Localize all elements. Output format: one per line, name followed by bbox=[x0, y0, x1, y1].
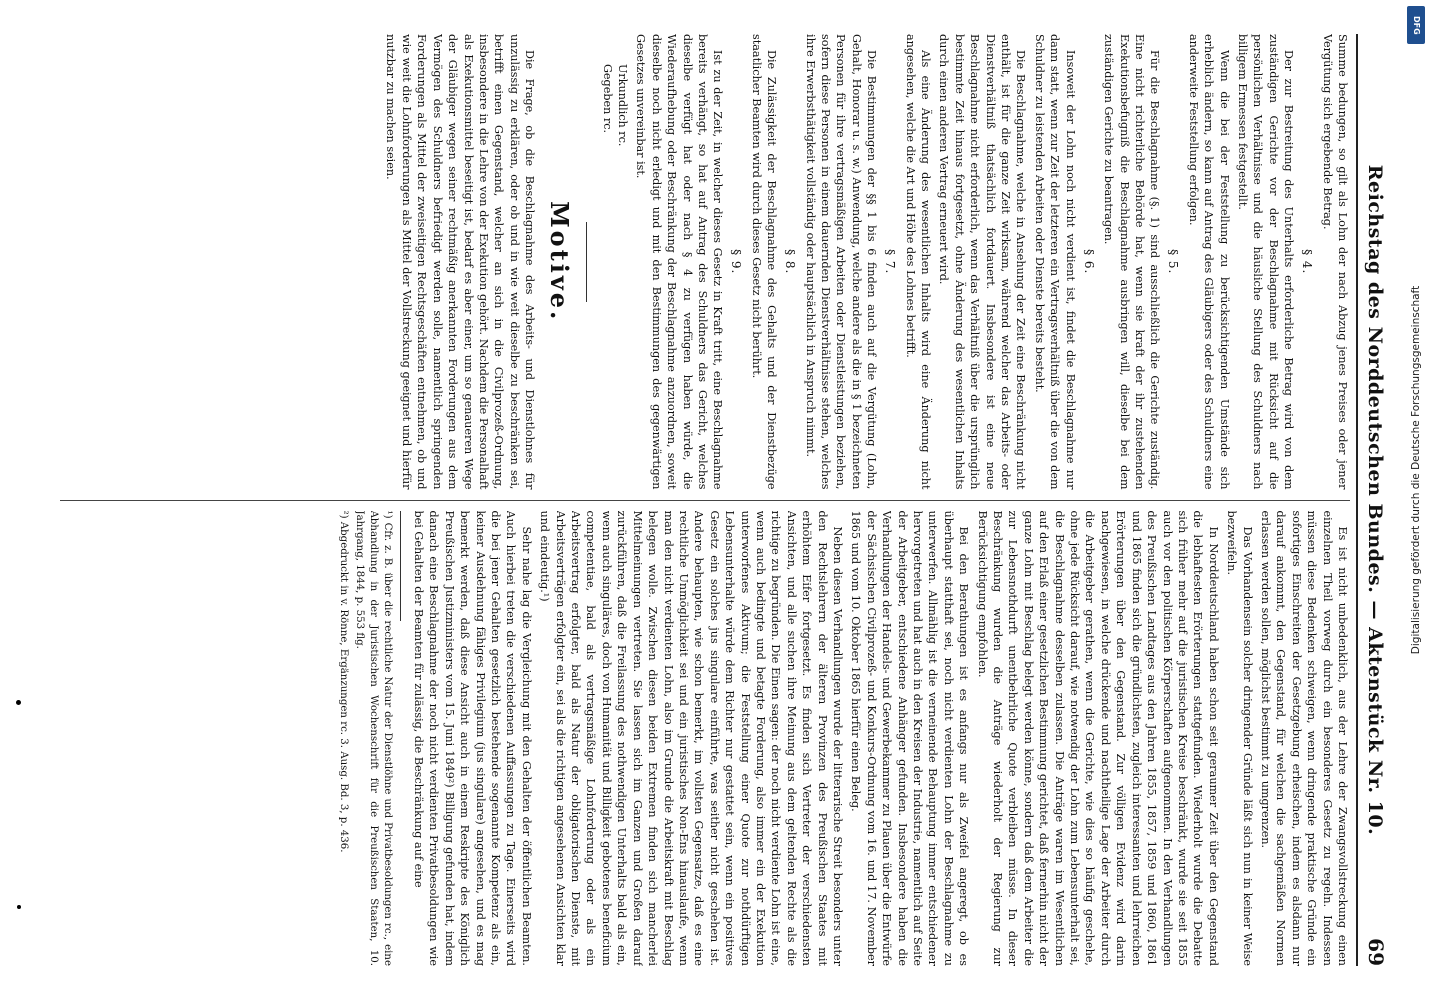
section-paragraph: Als eine Änderung des wesentlichen Inhalts wird eine Änderung nicht angesehen, welche die Art und Höhe des Lohnes betrifft. bbox=[903, 34, 933, 490]
body-paragraph: Das Vorhandensein solcher dringender Gründe läßt sich nun in keiner Weise bezweifeln. bbox=[1225, 510, 1254, 966]
digitization-credit: Digitalisierung gefördert durch die Deutsche Forschungsgemeinschaft bbox=[1410, 285, 1422, 655]
section-7 bbox=[802, 34, 897, 490]
body-paragraph: Neben diesen Verhandlungen wurde der litterarische Streit besonders unter den Rechtslehrern der älteren Provinzen des Preußischen Staates mit erhöhtem Eifer fortgesetzt. Es finden sich Vertreter der verschiedensten Ansichten, und alle suchen ihre Meinung aus dem geltenden Rechte als die richtige zu begründen. Die Einen sagen: der noch nicht verdiente Lohn ist eine, wenn auch bedingte und betagte Forderung, also immer ein der Exekution unterworfenes Aktivum; die Feststellung einer Quote zur nothdürftigen Lebensunterhalte würde dem Richter nur gestattet sein, wenn ein positives Gesetz ein solches jus singulare einführte, was seither nicht geschehen ist. Andere behaupten, wie schon bemerkt, im vollsten Gegensatze, daß es eine rechtliche Unmöglichkeit sei und ein juristisches Non-Ens hinauslaufe, wenn man den nicht verdienten Lohn, also im Grunde die Arbeitskraft mit Beschlag belegen wolle. Zwischen diesen beiden Extremen finden sich mancherlei Mittelmeinungen vertreten. Sie lassen sich im Ganzen und Großen darauf zurückführen, daß die Freilassung des nothwendigen Unterhalts bald als ein, wenn auch singuläres, doch von Humanität und Billigkeit gebotenes beneficium competentiae, bald als vertragsmäßige Lohnforderung oder als ein Arbeitsvertrag erfolgter, bald als Natur der obligatorischen Dienste, mit Arbeitsverträgen erfolgter ein, sei als die richtigen angesehenen Ansichten klar und eindeutig.¹) bbox=[538, 510, 844, 966]
section-heading: § 9. bbox=[729, 249, 744, 275]
motive-heading: Motive. bbox=[545, 201, 575, 323]
motive-paragraph: Die Frage, ob die Beschlagnahme des Arbeits- und Dienstlohnes für unzulässig zu erklären, oder ob und in wie weit dieselbe zu beschränken sei, betrifft einen Gegenstand, welcher an sich in die Civilprozeß-Ordnung, insbesondere in die Lehre von der Exekution gehört. Nachdem die Personalhaft als Exekutionsmittel beseitigt ist, bedarf es aber einer, um so genaueren Wege der Gläubiger wegen seiner rechtmäßig anerkannten Forderungen aus dem Vermögen des Schuldners befriedigt werden solle, namentlich springenden Forderungen als Mittel der zweiseitigen Rechtsgeschäften entnehmen, ob und wie weit die Lohnforderungen als Mittel der Vollstreckung geeignet und hierfür nutzbar zu machen seien. bbox=[384, 34, 537, 490]
scan-speck bbox=[17, 905, 21, 909]
scan-speck bbox=[16, 700, 21, 705]
section-paragraph: Die Zulässigkeit der Beschlagnahme des Gehalts und der Dienstbezüge staatlicher Beamten wird durch dieses Gesetz nicht berührt. bbox=[749, 34, 779, 490]
section-5 bbox=[1101, 34, 1181, 490]
body-paragraph: In Norddeutschland haben schon seit geraumer Zeit über den Gegenstand die lebhaftesten Erörterungen stattgefunden. Wiederholt wurde die Debatte sich früher mehr auf die juristischen Kreise beschränkt, wurde sie seit 1855 auch vor den politischen Körperschaften aufgenommen. In den Verhandlungen des Preußischen Landtages aus den Jahren 1855, 1857, 1859 und 1860, 1861 und 1865 finden sich die gründlichsten, zugleich interessanten und lehrreichen Erörterungen über den Gegenstand. Zur völligen Evidenz wird darin nachgewiesen, in welche drückende und nachtheilige Lage der Arbeiter durch die Arbeitgeber gerathen, wenn die Gerichte, wie dies so häufig geschehe, ohne jede Rücksicht darauf, wie notwendig der Lohn zum Lebensunterhalt sei, die Beschlagnahme desselben zulassen. Die Anträge waren im Wesentlichen auf den Erlaß einer gesetzlichen Bestimmung gerichtet, daß fernerhin nicht der ganze Lohn mit Beschlag belegt werden könne, sondern daß dem Arbeiter die zur Lebensnothdurft unentbehrliche Quote verbleiben müsse. In dieser Beschränkung wurden die Anträge wiederholt der Regierung zur Berücksichtigung empfohlen. bbox=[975, 510, 1220, 966]
body-paragraph: Bei den Berathungen ist es anfangs nur als Zweifel angeregt, ob es überhaupt statthaft sei, noch nicht verdienten Lohn der Beschlagnahme zu unterwerfen. Allmählig ist die verneinende Behauptung immer entschiedener hervorgetreten und hat auch in den Kreisen der Industrie, namentlich auf Seite der Arbeitgeber, entschiedene Anhänger gefunden. Insbesondere haben die Verhandlungen der Handels- und Gewerbekammer zu Plauen über die Entwürfe der Sächsischen Civilprozeß- und Konkurs-Ordnung vom 16. und 17. November 1865 und vom 10. Oktober 1865 hierfür einen Beleg. bbox=[849, 510, 971, 966]
section-heading: § 6. bbox=[1081, 249, 1096, 275]
signature-line: Gegeben rc. bbox=[600, 64, 614, 134]
digitization-stamp bbox=[1402, 0, 1430, 1000]
section-divider bbox=[586, 222, 587, 302]
intro-paragraph: Summe bedungen, so gilt als Lohn der nach Abzug jenes Preises oder jener Vergütung sich ergebende Betrag. bbox=[1320, 34, 1349, 490]
section-heading: § 8. bbox=[783, 249, 798, 275]
page-header bbox=[1356, 34, 1388, 966]
section-8 bbox=[748, 34, 797, 490]
left-column bbox=[60, 34, 1350, 490]
section-paragraph: Wenn die bei der Feststellung zu berücksichtigenden Umstände sich erheblich ändern, so kann auf Antrag des Gläubigers oder des Schuldners eine anderweite Feststellung erfolgen. bbox=[1186, 34, 1231, 490]
section-paragraph: Die Bestimmungen der §§ 1 bis 6 finden auch auf die Vergütung (Lohn, Gehalt, Honorar u. s. w.) Anwendung, welche andere als die in § 1 bezeichneten Personen für ihre vertragsmäßigen Arbeiten oder Dienstleistungen beziehen, sofern diese Personen in einem dauernden Dienstverhältnisse stehen, welches ihre Erwerbsthätigkeit vollständig oder hauptsächlich in Anspruch nimmt. bbox=[803, 34, 879, 490]
section-paragraph: Ist zu der Zeit, in welcher dieses Gesetz in Kraft tritt, eine Beschlagnahme bereits verhängt, so hat auf Antrag des Schuldners das Gericht, welches dieselbe verfügt hat oder nach § 4 zu verfügen haben würde, die Wiederaufhebung oder Beschränkung der Beschlagnahme anzuordnen, soweit dieselbe noch nicht erledigt und mit den Bestimmungen des gegenwärtigen Gesetzes unvereinbar ist. bbox=[634, 34, 725, 490]
section-paragraph: Insoweit der Lohn noch nicht verdient ist, findet die Beschlagnahme nur dann statt, wenn zur Zeit der letzteren ein Vertragsverhältniß über die von dem Schuldner zu leistenden Arbeiten oder Dienste bereits besteht. bbox=[1032, 34, 1077, 490]
column-divider bbox=[60, 500, 1350, 501]
section-paragraph: Die Beschlagnahme, welche in Ansehung der Zeit eine Beschränkung nicht enthält, ist für die ganze Zeit wirksam, während welcher das Arbeits- oder Dienstverhältniß thatsächlich fortdauert. Insbesondere ist eine neue Beschlagnahme nicht erforderlich, wenn das Verhältniß über die ursprünglich bestimmte Zeit hinaus fortgesetzt, ohne Änderung des wesentlichen Inhalts durch einen anderen Vertrag erneuert wird. bbox=[937, 34, 1028, 490]
section-paragraph: Für die Beschlagnahme (§. 1) sind ausschließlich die Gerichte zuständig. Eine nicht richterliche Behörde hat, wenn sie kraft der ihr zustehenden Exekutionsbefugniß die Beschlagnahme ausbringen will, dieselbe bei dem zuständigen Gerichte zu beantragen. bbox=[1102, 34, 1162, 490]
scanned-page bbox=[36, 20, 1396, 980]
running-title: Reichstag des Norddeutschen Bundes. — Aktenstück Nr. 10. bbox=[1364, 164, 1386, 836]
footnote: ¹) Cfr. z. B. über die rechtliche Natur der Dienstlöhne und Privatbesoldungen rc., eine Abhandlung in der Juristischen Wochenschrift für die Preußischen Staaten, 10. Jahrgang, 1844, p. 553 flg. bbox=[354, 510, 393, 966]
section-paragraph: Der zur Bestreitung des Unterhalts erforderliche Betrag wird von dem zuständigen Gerichte vor der Beschlagnahme mit Rücksicht auf die persönlichen Verhältnisse und die häusliche Stellung des Schuldners nach billigem Ermessen festgestellt. bbox=[1235, 34, 1296, 490]
section-4 bbox=[1185, 34, 1314, 490]
section-6 bbox=[902, 34, 1095, 490]
footnote: ²) Abgedruckt in v. Rönne, Ergänzungen rc. 3. Ausg. Bd. 3, p. 436. bbox=[337, 510, 349, 853]
right-column bbox=[60, 511, 1350, 967]
text-columns bbox=[60, 34, 1350, 966]
dfg-logo-icon: DFG bbox=[1407, 6, 1425, 44]
body-paragraph: Es ist nicht unbedenklich, aus der Lehre der Zwangsvollstreckung einen einzelnen Theil vorweg durch ein besonderes Gesetz zu regeln. Indessen müssen diese Bedenken schweigen, wenn dringende praktische Gründe ein sofortiges Einschreiten der Gesetzgebung erheischen, indem es alsdann nur darauf ankommt, den Gegenstand, für welchen die sachgemäßen Normen erlassen werden sollen, möglichst bestimmt zu umgrenzen. bbox=[1258, 510, 1349, 966]
body-paragraph: Sehr nahe lag die Vergleichung mit den Gehalten der öffentlichen Beamten. Auch hierbei treten die verschiedenen Auffassungen zu Tage. Einerseits wird die bei jener Gehalten gesetzlich bestehende sogenannte Kompetenz als ein, keiner Ausdehnung fähiges Privilegium (jus singulare) angesehen, und es mag bemerkt werden, daß diese Ansicht auch in einem Reskripte des Königlich Preußischen Justizministers vom 15. Juni 1849²) Billigung gefunden hat, indem danach eine Beschlagnahme der noch nicht verdienten Privatbesoldungen wie bei Gehalten der Beamten für zulässig, die Beschränkung auf eine bbox=[412, 510, 533, 966]
section-heading: § 7. bbox=[883, 249, 898, 275]
section-heading: § 4. bbox=[1300, 249, 1315, 275]
section-heading: § 5. bbox=[1166, 249, 1181, 275]
signature-line: Urkundlich rc. bbox=[615, 64, 629, 147]
footnote-rule bbox=[400, 511, 401, 621]
section-9 bbox=[633, 34, 743, 490]
page-number: 69 bbox=[1364, 938, 1388, 966]
